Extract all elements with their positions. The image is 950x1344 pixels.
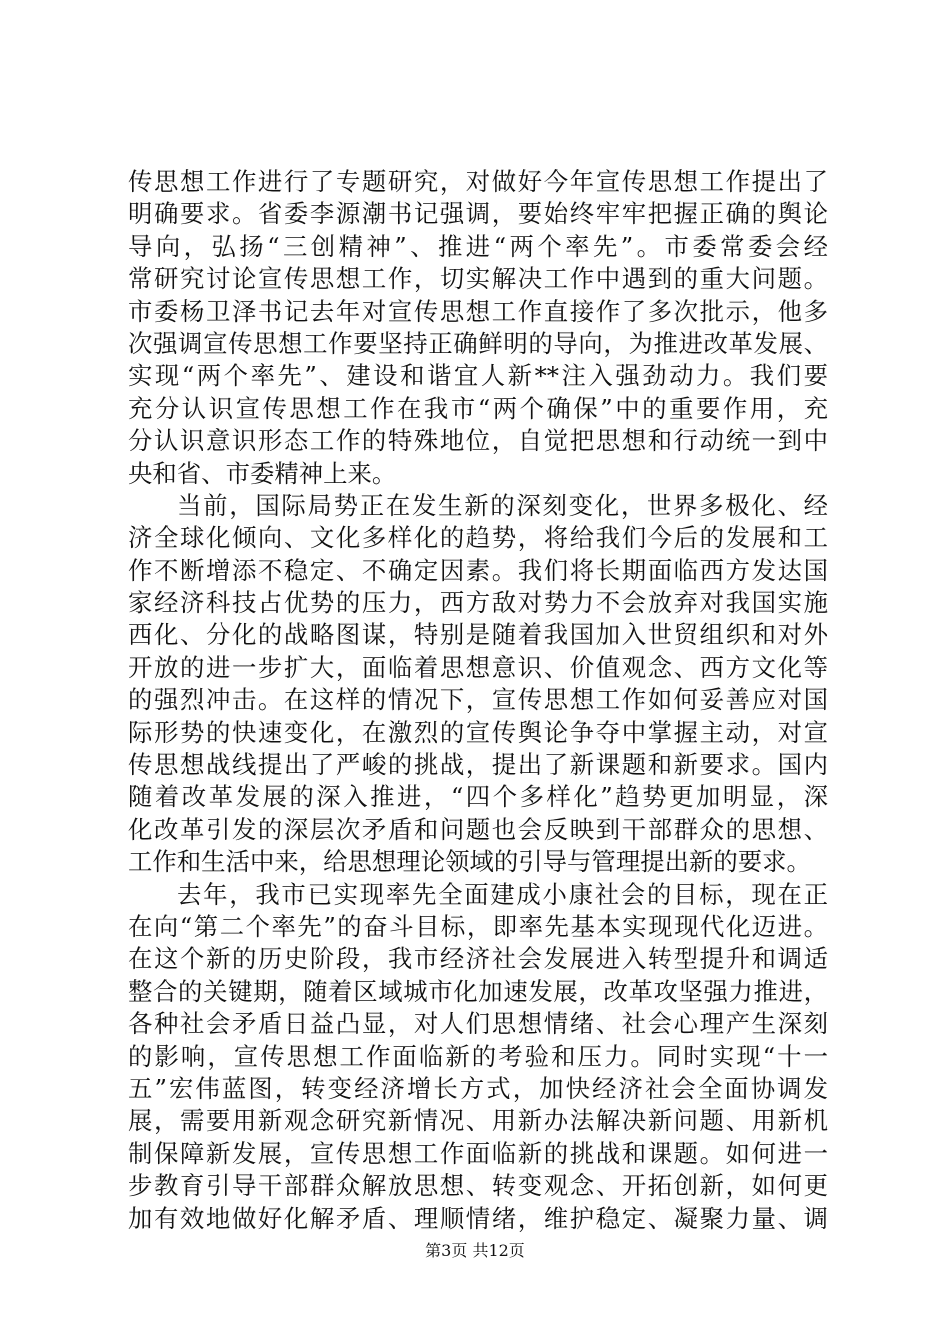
text-line: 当前，国际局势正在发生新的深刻变化，世界多极化、经 xyxy=(177,490,828,520)
text-line: 市委杨卫泽书记去年对宣传思想工作直接作了多次批示，他多 xyxy=(128,296,828,326)
text-line: 作不断增添不稳定、不确定因素。我们将长期面临西方发达国 xyxy=(128,555,828,585)
text-line: 导向，弘扬“三创精神”、推进“两个率先”。市委常委会经 xyxy=(128,231,828,261)
text-line: 传思想工作进行了专题研究，对做好今年宣传思想工作提出了 xyxy=(128,167,828,196)
text-line: 在向“第二个率先”的奋斗目标，即率先基本实现现代化迈进。 xyxy=(128,911,828,941)
text-line: 在这个新的历史阶段，我市经济社会发展进入转型提升和调适 xyxy=(128,944,828,974)
text-line: 充分认识宣传思想工作在我市“两个确保”中的重要作用，充 xyxy=(128,393,828,423)
text-line: 加有效地做好化解矛盾、理顺情绪，维护稳定、凝聚力量、调 xyxy=(128,1203,828,1233)
text-line: 分认识意识形态工作的特殊地位，自觉把思想和行动统一到中 xyxy=(128,426,828,456)
text-line: 开放的进一步扩大，面临着思想意识、价值观念、西方文化等 xyxy=(128,652,828,682)
text-line: 实现“两个率先”、建设和谐宜人新**注入强劲动力。我们要 xyxy=(128,361,828,391)
text-line: 次强调宣传思想工作要坚持正确鲜明的导向，为推进改革发展、 xyxy=(128,328,828,358)
text-line: 的强烈冲击。在这样的情况下，宣传思想工作如何妥善应对国 xyxy=(128,685,828,715)
text-line: 步教育引导干部群众解放思想、转变观念、开拓创新，如何更 xyxy=(128,1171,828,1201)
text-line: 化改革引发的深层次矛盾和问题也会反映到干部群众的思想、 xyxy=(128,814,828,844)
text-line: 随着改革发展的深入推进，“四个多样化”趋势更加明显，深 xyxy=(128,782,828,812)
text-line: 西化、分化的战略图谋，特别是随着我国加入世贸组织和对外 xyxy=(128,620,828,650)
text-line: 各种社会矛盾日益凸显，对人们思想情绪、社会心理产生深刻 xyxy=(128,1009,828,1039)
text-line: 传思想战线提出了严峻的挑战，提出了新课题和新要求。国内 xyxy=(128,750,828,780)
text-line: 常研究讨论宣传思想工作，切实解决工作中遇到的重大问题。 xyxy=(128,264,828,294)
document-body xyxy=(128,166,828,1235)
text-line: 工作和生活中来，给思想理论领域的引导与管理提出新的要求。 xyxy=(128,847,811,877)
text-line: 济全球化倾向、文化多样化的趋势，将给我们今后的发展和工 xyxy=(128,523,828,553)
text-line: 制保障新发展，宣传思想工作面临新的挑战和课题。如何进一 xyxy=(128,1138,828,1168)
text-line: 的影响，宣传思想工作面临新的考验和压力。同时实现“十一 xyxy=(128,1041,828,1071)
text-line: 家经济科技占优势的压力，西方敌对势力不会放弃对我国实施 xyxy=(128,588,828,618)
text-line: 整合的关键期，随着区域城市化加速发展，改革攻坚强力推进， xyxy=(128,976,828,1006)
text-line: 五”宏伟蓝图，转变经济增长方式，加快经济社会全面协调发 xyxy=(128,1073,828,1103)
text-line: 展，需要用新观念研究新情况、用新办法解决新问题、用新机 xyxy=(128,1106,828,1136)
page-footer: 第3页 共12页 xyxy=(425,1241,525,1260)
text-line: 央和省、市委精神上来。 xyxy=(128,458,397,488)
text-line: 去年，我市已实现率先全面建成小康社会的目标，现在正 xyxy=(177,879,828,909)
text-line: 明确要求。省委李源潮书记强调，要始终牢牢把握正确的舆论 xyxy=(128,199,828,229)
text-line: 际形势的快速变化，在激烈的宣传舆论争夺中掌握主动，对宣 xyxy=(128,717,828,747)
